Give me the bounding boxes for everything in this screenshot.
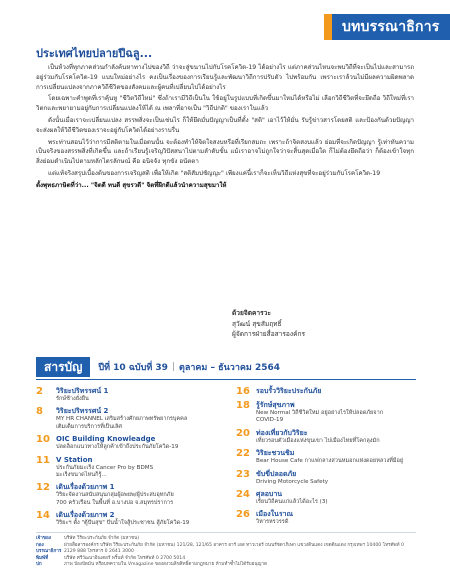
editorial-paragraph: พระท่านสอนไว้ว่าการมีสติตามในเมื่อตนนั้น จะต้องทำให้จิตใจสงบหรือที่เรียกสมถะ เพราะถ้าจิตสงบแล้ว ย่อมที่จะเกิดปัญญา รู้เท่าทันความเป็นจริงของสรรพสิ่งที่เกิดขึ้น และถ้าเรียนรู้เจริญวิปัสสนาไปตามลำดับขั้น แม้เราอาจไม่ถูกใจว่าจะสิ้นสุดเมื่อใด ก็ไม่ต้องยึดถือว่า ก็ต้องเข้าใจทุกสิ่งย่อมดำเนินไปตามหลักไตรลักษณ์ คือ อนิจจัง ทุกขัง อนัตตา xyxy=(36,138,414,166)
entry-description: ประกันภัยมะเร็ง Cancer Pro by BDMS xyxy=(56,464,154,471)
editorial-paragraph: แต่แท้จริงสรุปเบื้องต้นของการเจริญสติ เพื่อให้เกิด "สติสัมปชัญญะ" เพียงแค่นี้เราก็จะเห็นวิถีแห่งสุขที่จะอยู่ร่วมกับโรคโควิด-19 xyxy=(48,169,381,177)
contents-entry[interactable] xyxy=(36,482,216,507)
entry-description: New Normal วิถีชีวิตใหม่ อยู่อย่างไรให้ปลอดภัยจาก xyxy=(256,410,384,416)
contents-entry[interactable] xyxy=(236,489,416,506)
entry-body xyxy=(56,455,216,480)
contents-entry[interactable] xyxy=(236,386,416,397)
contents-entry[interactable] xyxy=(236,400,416,425)
issue-number: ปีที่ 10 ฉบับที่ 39 xyxy=(98,363,168,373)
entry-title: เดินเรื่องด้วยภาพ 1 xyxy=(56,483,115,492)
signature-closing: ด้วยจิตคารวะ xyxy=(232,309,271,317)
entry-description: เที่ยวรอบตัวเมืองแห่งขุนเขา ไปเมืองไทยที่โคกลุงมัก xyxy=(256,437,380,444)
entry-page-number: 16 xyxy=(236,386,250,397)
credit-row xyxy=(36,562,416,569)
entry-page-number: 23 xyxy=(236,468,250,480)
entry-page-number: 20 xyxy=(236,427,250,439)
entry-description: 700 ครัวเรือน ในพื้นที่ อ.บางบ่อ จ.สมุทรปราการ xyxy=(56,499,174,506)
credit-text: บริษัท วิริยะประกันภัย จำกัด (มหาชน) xyxy=(64,536,140,541)
entry-description: MY HR CHANNEL เสริมสร้างศักยภาพทรัพยากรบุคคล xyxy=(56,416,188,423)
entry-title: วิริยะชวนชิม xyxy=(256,449,295,458)
issue-separator: | xyxy=(171,362,175,372)
entry-title: รอบรั้ววิริยะประกันภัย xyxy=(256,387,322,395)
entry-body xyxy=(56,434,216,451)
entry-body xyxy=(256,448,416,465)
entry-page-number: 14 xyxy=(36,510,50,522)
entry-page-number: 24 xyxy=(236,489,250,501)
entry-body xyxy=(256,386,416,397)
entry-body xyxy=(256,489,416,506)
contents-column-right xyxy=(236,386,416,530)
entry-title: ขับขี่ปลอดภัย xyxy=(256,469,297,478)
entry-title: วิริยะปริทรรศน์ 1 xyxy=(56,387,109,395)
entry-page-number: 10 xyxy=(36,434,50,446)
credit-row xyxy=(36,543,416,556)
entry-description: วิริยะฯ ตั้ง "ตู้ปันสุข" ปันน้ำใจสู้ประชาชน สู้ภัยโควิด-19 xyxy=(56,520,190,527)
contents-title: สารบัญ xyxy=(36,357,90,377)
entry-page-number: 2 xyxy=(36,386,43,397)
entry-title: V Station xyxy=(56,455,93,464)
signature-name: สุวัฒน์ สุขสัมฤทธิ์ xyxy=(232,319,282,328)
entry-body xyxy=(256,469,416,486)
editorial-body xyxy=(36,63,414,193)
contents-entry[interactable] xyxy=(36,434,216,451)
editorial-signature xyxy=(232,308,305,340)
editorial-tagline: ตั้งพุทธภาษิตที่ว่า... "จิตดี ทนดี สุขรวดี" จิตที่ฝึกดีแล้วนำความสุขมาให้ xyxy=(36,181,227,189)
issue-period: ตุลาคม – ธันวาคม 2564 xyxy=(179,363,281,373)
entry-title: เมืองในราณ xyxy=(256,510,294,519)
entry-description: มะเร็งขนาดไหนก็รู้... xyxy=(56,472,107,479)
entry-title: ศุลอบาน xyxy=(256,490,283,499)
entry-title: รู้รักษ์สุขภาพ xyxy=(256,401,295,409)
contents-entry[interactable] xyxy=(36,510,216,527)
contents-entry[interactable] xyxy=(36,455,216,480)
editorial-banner: บทบรรณาธิการ xyxy=(332,14,450,40)
entry-description: Driving Motorcycle Safety xyxy=(256,478,329,485)
credit-text: ภาพ ป้องปัดมัน หรือบทความใน Vmagazine ของสงวนลิขสิทธิ์ตามกฎหมาย ห้ามทำซ้ำไม่ได้รับอนุญาต xyxy=(64,562,267,568)
credit-label: กองบรรณาธิการ xyxy=(36,542,62,555)
contents-entry[interactable] xyxy=(36,406,216,431)
entry-title: วิริยะปริทรรศน์ 2 xyxy=(56,407,109,416)
contents-entry[interactable] xyxy=(236,428,416,445)
contents-divider xyxy=(36,379,416,380)
entry-title: ท่องเที่ยวกับวิริยะ xyxy=(256,428,308,437)
entry-description: เติมเต็มการบริการที่เป็นเลิศ xyxy=(56,423,122,430)
credit-label: ปก xyxy=(36,562,42,568)
credit-label: พิมพ์ที่ xyxy=(36,555,49,561)
entry-page-number: 11 xyxy=(36,454,50,466)
entry-body xyxy=(56,482,216,507)
entry-description: ปลดล็อกแนวทางให้ลูกค้าเข้าถึงประกันภัยโควิด-19 xyxy=(56,444,179,451)
entry-description: วิหารหรวรรดิ xyxy=(256,519,289,526)
contents-entry[interactable] xyxy=(236,448,416,465)
entry-description: เรียนวิถีคนแก่แล้วได้อะไร (3) xyxy=(256,499,328,506)
entry-title: เดินเรื่องด้วยภาพ 2 xyxy=(56,511,115,520)
entry-description: รักษ์ช้างยั่งยืน xyxy=(56,396,89,402)
entry-body xyxy=(256,428,416,445)
credit-label: เจ้าของ xyxy=(36,536,51,541)
editorial-paragraph: โดยเฉพาะคำพูดที่เราคุ้นหู "ชีวิตวิถีใหม่" ซึ่งถ้าเรามีวิถีเป็นใน ใช้อยู่ในรูปแบบที่เกิดขึ้นมาใหม่ได้หรือไม่ เลือกวิถีชีวิตที่จะยึดถือ วิถีใหม่ที่เราวิตกและพยายามอยู่กับการเปลี่ยนแปลงให้ได้ ณ เพลาที่อาจเป็น "วิถีปกติ" ของเราในแล้ว xyxy=(36,95,414,113)
entry-description: COVID-19 xyxy=(256,417,284,424)
entry-body xyxy=(56,406,216,431)
credits-footer xyxy=(36,532,416,569)
entry-body xyxy=(56,510,216,527)
entry-title: OIC Building Knowleadge xyxy=(56,435,156,444)
contents-header xyxy=(36,357,416,377)
contents-column-left xyxy=(36,386,216,531)
contents-entry[interactable] xyxy=(236,509,416,526)
contents-entry[interactable] xyxy=(236,469,416,486)
editorial-paragraph: เป็นห้วงที่ทุกภาคส่วนกำลังค้นหาทางไปของวิถี ว่าจะสู่ขนานไปกับโรคโควิด-19 ได้อย่างไร แต่ภาคส่วนไหนจะพบวิถีที่จะเป็นไปและสามารถอยู่ร่วมกับโรคโควิด-19 แบบใหม่อย่างไร คงเป็นเรื่องของการเรียนรู้และพัฒนาวิถีการปรับตัว ไปพร้อมกัน เพราะเราล้วนไม่มีผลความผิดพลาด การเปลี่ยนแปลงจากภาควิถีชีวิตของสังคมและผู้คนที่เปลี่ยนไปได้อย่างไร xyxy=(36,64,414,91)
entry-page-number: 26 xyxy=(236,509,250,521)
entry-body xyxy=(256,400,416,425)
entry-page-number: 22 xyxy=(236,448,250,460)
entry-page-number: 18 xyxy=(236,400,250,411)
editorial-headline: ประเทศไทยปลายปีฉลู... xyxy=(36,47,153,60)
contents-entry[interactable] xyxy=(36,386,216,403)
entry-page-number: 8 xyxy=(36,406,43,418)
entry-description: Bear House Cafe กาแฟกลางสวนหมอกแห่งดอยหลวงที่มีอยู่ xyxy=(256,458,404,465)
entry-body xyxy=(256,509,416,526)
entry-body xyxy=(56,386,216,403)
contents-issue-info xyxy=(98,360,280,374)
credit-text: ฝ่ายสื่อสารองค์กร บริษัท วิริยะประกันภัย จำกัด (มหาชน) 121/28, 121/65 อาคาร อาร์ เอส ทาวเวอร์ ถนนรัชดาภิเษก แขวงดินแดง เขตดินแดง กรุงเทพฯ 10400 โทรศัพท์ 0 2129 888 โทรสาร 0 2641 3000 xyxy=(64,542,404,555)
entry-description: วิริยะจัดงานสนับสนุนกลุ่มผู้อพยพ/ผู้ประสบอุทกภัย xyxy=(56,492,174,499)
signature-position: ผู้จัดการฝ่ายสื่อสารองค์กร xyxy=(232,330,306,338)
editorial-paragraph: ดังนั้นเมื่อเราจะเปลี่ยนแปลง สรรพสิ่งจะเป็นเช่นไร ก็ให้ยึดมั่นปัญญาเป็นที่ตั้ง "สติ" เอาไว้ให้มั่น รับรู้ข่าวสารโดยสติ และป้องกันด้วยปัญญา จะส่งผลให้วิถีชีวิตของเราจะอยู่กับโควิดได้อย่างราบรื่น xyxy=(36,116,414,134)
entry-page-number: 12 xyxy=(36,482,50,494)
credit-row xyxy=(36,536,416,543)
credit-text: บริษัท ศรีวัฒนาอินเตอร์ พริ้นท์ จำกัด โทรศัพท์ 0 2700 5014 xyxy=(64,555,186,561)
